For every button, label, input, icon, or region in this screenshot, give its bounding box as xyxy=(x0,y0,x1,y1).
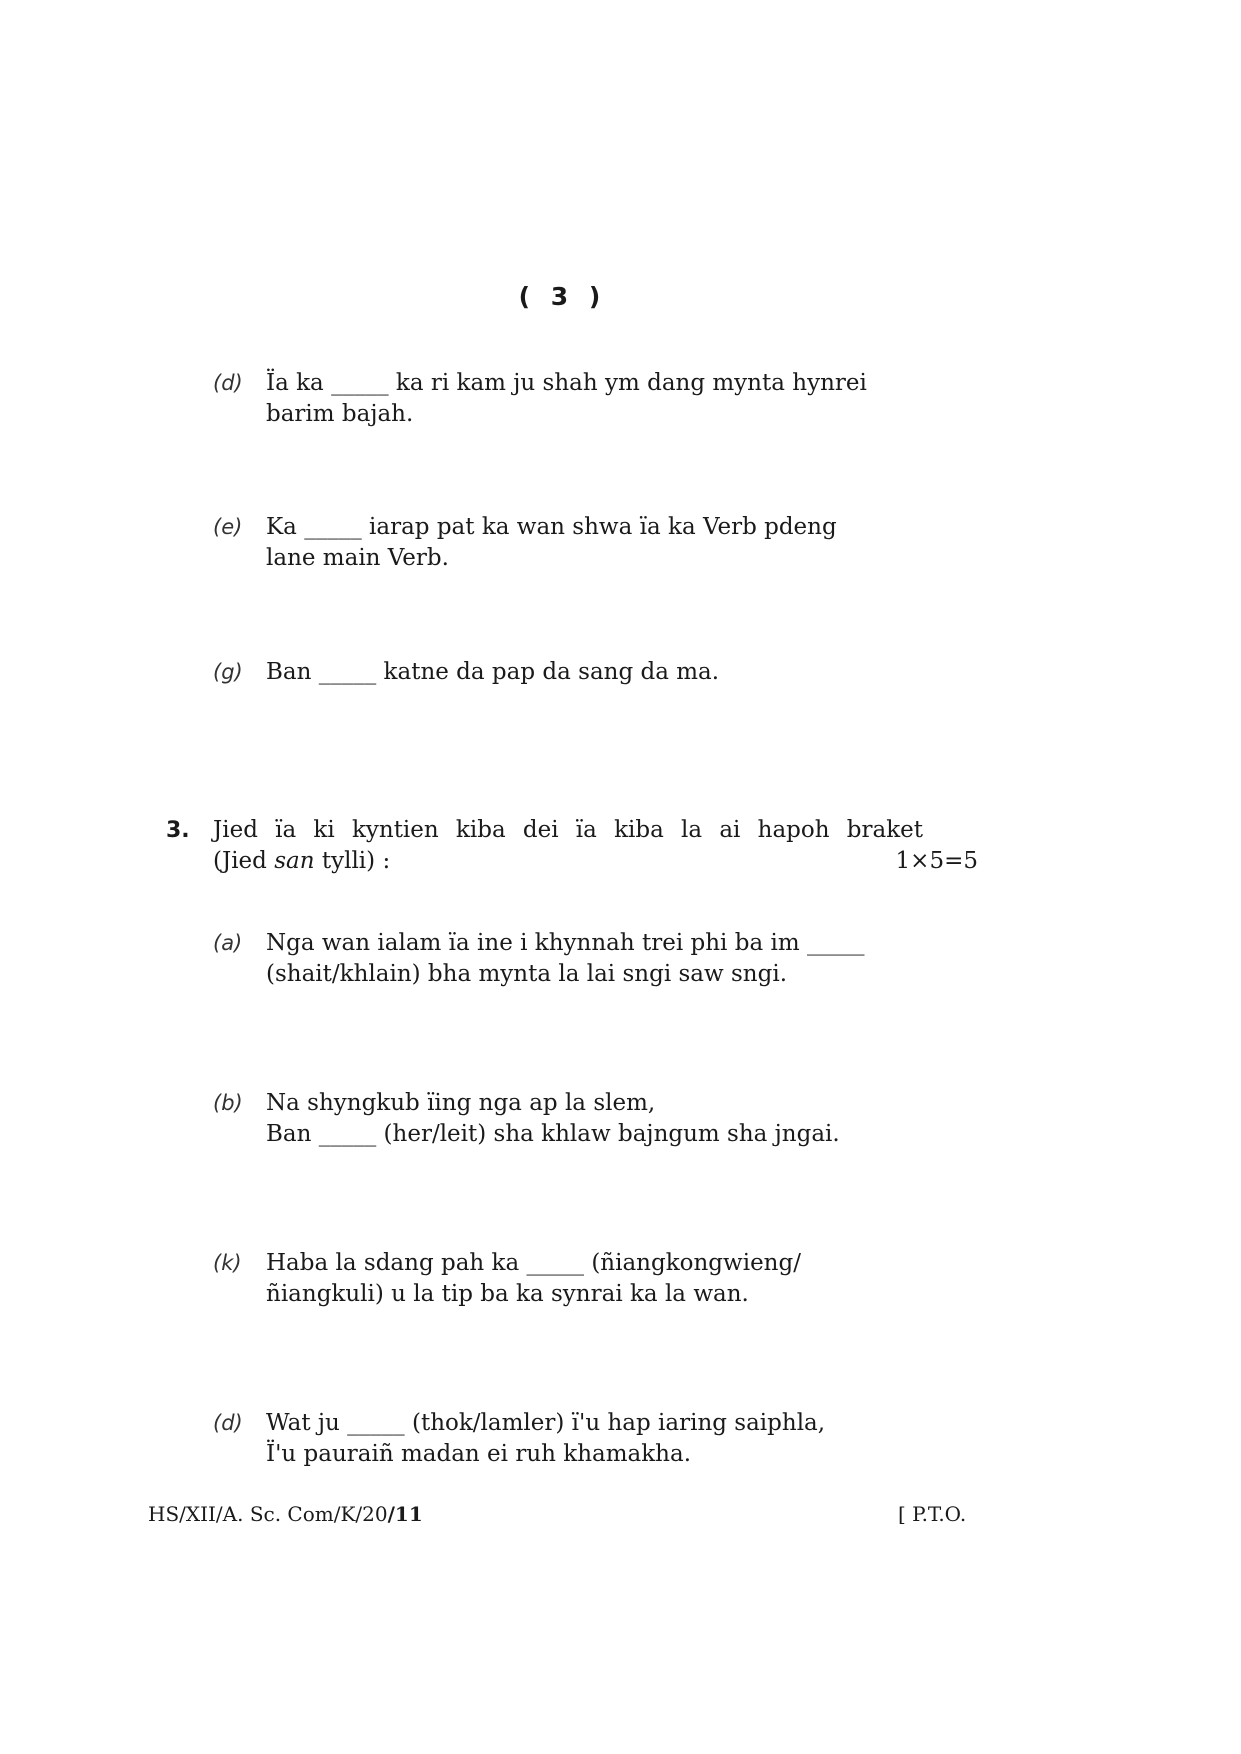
question-instruction-line2 xyxy=(213,846,978,877)
question-item-k xyxy=(213,1248,918,1310)
item-text: Ban _____ katne da pap da sang da ma. xyxy=(266,659,720,685)
question-item-b xyxy=(213,1088,918,1150)
item-text: Haba la sdang pah ka _____ (ñiangkongwieng/ ñiangkuli) u la tip ba ka synrai ka la wan. xyxy=(266,1250,801,1307)
question-instruction: Jied ïa ki kyntien kiba dei ïa kiba la ai hapoh braket xyxy=(213,817,923,843)
page-number: ( 3 ) xyxy=(518,282,607,311)
question-item-d2 xyxy=(213,1408,918,1470)
item-text: Ka _____ iarap pat ka wan shwa ïa ka Verb pdeng lane main Verb. xyxy=(266,514,837,571)
question-item-a xyxy=(213,928,918,990)
item-text: Na shyngkub ïing nga ap la slem, Ban _____ (her/leit) sha khlaw bajngum sha jngai. xyxy=(266,1090,840,1147)
marks-allocation: 1×5=5 xyxy=(895,848,978,874)
pto-label: [ P.T.O. xyxy=(898,1502,967,1526)
item-label: (d) xyxy=(213,1411,243,1435)
instruction-part: tylli) : xyxy=(314,848,391,874)
question-item-e xyxy=(213,512,918,574)
item-label: (e) xyxy=(213,515,243,539)
question-item-d xyxy=(213,368,918,430)
instruction-italic: san xyxy=(274,848,315,874)
question-item-g xyxy=(213,657,918,688)
item-text: Wat ju _____ (thok/lamler) ï'u hap iaring saiphla, Ï'u paurаiñ madan ei ruh khamakha. xyxy=(266,1410,826,1467)
paper-code xyxy=(148,1502,423,1526)
question-3 xyxy=(166,815,978,877)
instruction-part: (Jied xyxy=(213,848,275,874)
item-text: Ïa ka _____ ka ri kam ju shah ym dang mynta hynrei barim bajah. xyxy=(266,370,867,427)
paper-code-suffix: /11 xyxy=(387,1502,423,1526)
paper-code-prefix: HS/XII/A. Sc. Com/K/20 xyxy=(148,1502,388,1526)
item-label: (k) xyxy=(213,1251,242,1275)
item-label: (d) xyxy=(213,371,243,395)
item-label: (g) xyxy=(213,660,243,684)
item-label: (a) xyxy=(213,931,243,955)
item-text: Nga wan ialam ïa ine i khynnah trei phi ba im _____ (shait/khlain) bha mynta la lai sngi saw sngi. xyxy=(266,930,865,987)
item-label: (b) xyxy=(213,1091,243,1115)
question-number: 3. xyxy=(166,818,190,843)
